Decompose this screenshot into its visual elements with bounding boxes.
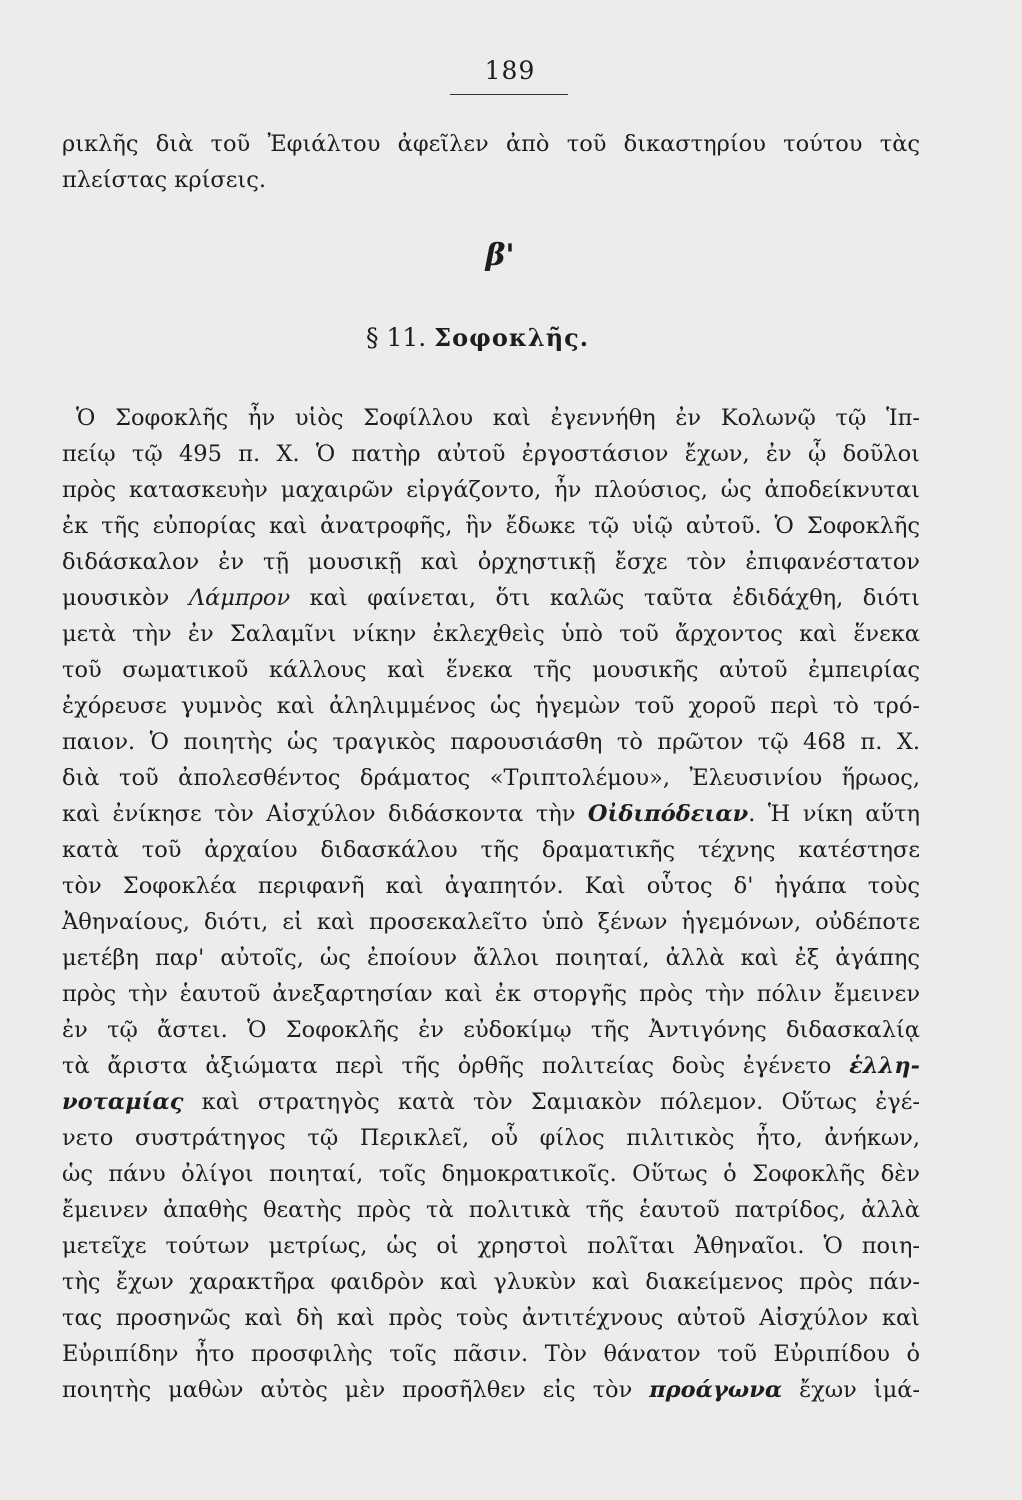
italic-term: προάγωνα bbox=[649, 1377, 783, 1403]
text-line: ἐν τῷ ἄστει. Ὁ Σοφοκλῆς ἐν εὐδοκίμῳ τῆς Ἀντιγόνης διδασκαλίᾳ bbox=[62, 1017, 920, 1043]
subsection-letter: β' bbox=[485, 238, 515, 273]
page-number: 189 bbox=[484, 56, 536, 85]
italic-term: νοταμίας bbox=[62, 1089, 184, 1115]
italic-title: Οἰδιπόδειαν bbox=[587, 801, 749, 827]
text-segment: μουσικὸν bbox=[62, 585, 170, 611]
text-segment: καὶ ἐνίκησε τὸν Αἰσχύλον διδάσκοντα τὴν bbox=[62, 801, 576, 827]
text-line: μετὰ τὴν ἐν Σαλαμῖνι νίκην ἐκλεχθεὶς ὑπὸ τοῦ ἄρχοντος καὶ ἕνεκα bbox=[62, 621, 920, 647]
continuation-paragraph bbox=[62, 126, 920, 198]
text-line: πείῳ τῷ 495 π. Χ. Ὁ πατὴρ αὐτοῦ ἐργοστάσιον ἔχων, ἐν ᾧ δοῦλοι bbox=[62, 441, 920, 467]
text-segment: καὶ στρατηγὸς κατὰ τὸν Σαμιακὸν πόλεμον. Οὕτως ἐγέ- bbox=[201, 1089, 920, 1115]
text-line bbox=[62, 1048, 920, 1084]
text-line: μετεῖχε τούτων μετρίως, ὡς οἱ χρηστοὶ πολῖται Ἀθηναῖοι. Ὁ ποιη- bbox=[62, 1233, 920, 1259]
text-line bbox=[62, 1084, 920, 1120]
text-line: Εὐριπίδην ἦτο προσφιλὴς τοῖς πᾶσιν. Τὸν θάνατον τοῦ Εὐριπίδου ὁ bbox=[62, 1341, 920, 1367]
text-segment: ποιητὴς μαθὼν αὐτὸς μὲν προσῆλθεν εἰς τὸν bbox=[62, 1377, 633, 1403]
text-line: πρὸς κατασκευὴν μαχαιρῶν εἰργάζοντο, ἦν πλούσιος, ὡς ἀποδείκνυται bbox=[62, 477, 920, 503]
text-line: κατὰ τοῦ ἀρχαίου διδασκάλου τῆς δραματικῆς τέχνης κατέστησε bbox=[62, 837, 920, 863]
text-line: διὰ τοῦ ἀπολεσθέντος δράματος «Τριπτολέμου», Ἐλευσινίου ἥρωος, bbox=[62, 765, 920, 791]
section-title: Σοφοκλῆς. bbox=[434, 323, 590, 352]
text-line bbox=[62, 580, 920, 616]
text-line: πλείστας κρίσεις. bbox=[62, 167, 266, 193]
body-paragraph bbox=[62, 400, 920, 1408]
text-line: τας προσηνῶς καὶ δὴ καὶ πρὸς τοὺς ἀντιτέχνους αὐτοῦ Αἰσχύλον καὶ bbox=[62, 1305, 920, 1331]
text-line: νετο συστράτηγος τῷ Περικλεῖ, οὗ φίλος πιλιτικὸς ἦτο, ἀνήκων, bbox=[62, 1125, 920, 1151]
italic-name: Λάμπρον bbox=[188, 585, 291, 611]
text-line: ἐχόρευσε γυμνὸς καὶ ἀληλιμμένος ὡς ἡγεμὼν τοῦ χοροῦ περὶ τὸ τρό- bbox=[62, 693, 920, 719]
text-line: ὡς πάνυ ὀλίγοι ποιηταί, τοῖς δημοκρατικοῖς. Οὕτως ὁ Σοφοκλῆς δὲν bbox=[62, 1161, 920, 1187]
text-line: τὴς ἔχων χαρακτῆρα φαιδρὸν καὶ γλυκὺν καὶ διακείμενος πρὸς πάν- bbox=[62, 1269, 920, 1295]
text-line bbox=[62, 1372, 920, 1408]
page-number-rule bbox=[450, 94, 568, 95]
text-segment: τὰ ἄριστα ἀξιώματα περὶ τῆς ὀρθῆς πολιτείας δοὺς ἐγένετο bbox=[62, 1053, 832, 1079]
text-line: μετέβη παρ' αὐτοῖς, ὡς ἐποίουν ἄλλοι ποιηταί, ἀλλὰ καὶ ἐξ ἀγάπης bbox=[62, 945, 920, 971]
text-line: τὸν Σοφοκλέα περιφανῆ καὶ ἀγαπητόν. Καὶ οὗτος δ' ἠγάπα τοὺς bbox=[62, 873, 920, 899]
text-line: παιον. Ὁ ποιητὴς ὡς τραγικὸς παρουσιάσθη τὸ πρῶτον τῷ 468 π. Χ. bbox=[62, 729, 920, 755]
text-line: ἔμεινεν ἀπαθὴς θεατὴς πρὸς τὰ πολιτικὰ τῆς ἑαυτοῦ πατρίδος, ἀλλὰ bbox=[62, 1197, 920, 1223]
text-line: ρικλῆς διὰ τοῦ Ἐφιάλτου ἀφεῖλεν ἀπὸ τοῦ δικαστηρίου τούτου τὰς bbox=[62, 131, 920, 157]
text-line: ἐκ τῆς εὐπορίας καὶ ἀνατροφῆς, ἣν ἔδωκε τῷ υἱῷ αὐτοῦ. Ὁ Σοφοκλῆς bbox=[62, 513, 920, 539]
text-segment: ἔχων ἱμά- bbox=[799, 1377, 920, 1403]
text-line bbox=[62, 796, 920, 832]
text-line: πρὸς τὴν ἑαυτοῦ ἀνεξαρτησίαν καὶ ἐκ στοργῆς πρὸς τὴν πόλιν ἔμεινεν bbox=[62, 981, 920, 1007]
section-number: § 11. bbox=[366, 323, 427, 352]
section-heading bbox=[366, 318, 686, 358]
text-segment: καὶ φαίνεται, ὅτι καλῶς ταῦτα ἐδιδάχθη, διότι bbox=[309, 585, 920, 611]
text-line: διδάσκαλον ἐν τῇ μουσικῇ καὶ ὀρχηστικῇ ἔσχε τὸν ἐπιφανέστατον bbox=[62, 549, 920, 575]
text-segment: . Ἡ νίκη αὕτη bbox=[748, 801, 920, 827]
text-line: τοῦ σωματικοῦ κάλλους καὶ ἕνεκα τῆς μουσικῆς αὐτοῦ ἐμπειρίας bbox=[62, 657, 920, 683]
italic-term: ἑλλη- bbox=[849, 1053, 920, 1079]
text-line: Ὁ Σοφοκλῆς ἦν υἱὸς Σοφίλλου καὶ ἐγεννήθη ἐν Κολωνῷ τῷ Ἱπ- bbox=[76, 405, 920, 431]
text-line: Ἀθηναίους, διότι, εἰ καὶ προσεκαλεῖτο ὑπὸ ξένων ἡγεμόνων, οὐδέποτε bbox=[62, 909, 920, 935]
